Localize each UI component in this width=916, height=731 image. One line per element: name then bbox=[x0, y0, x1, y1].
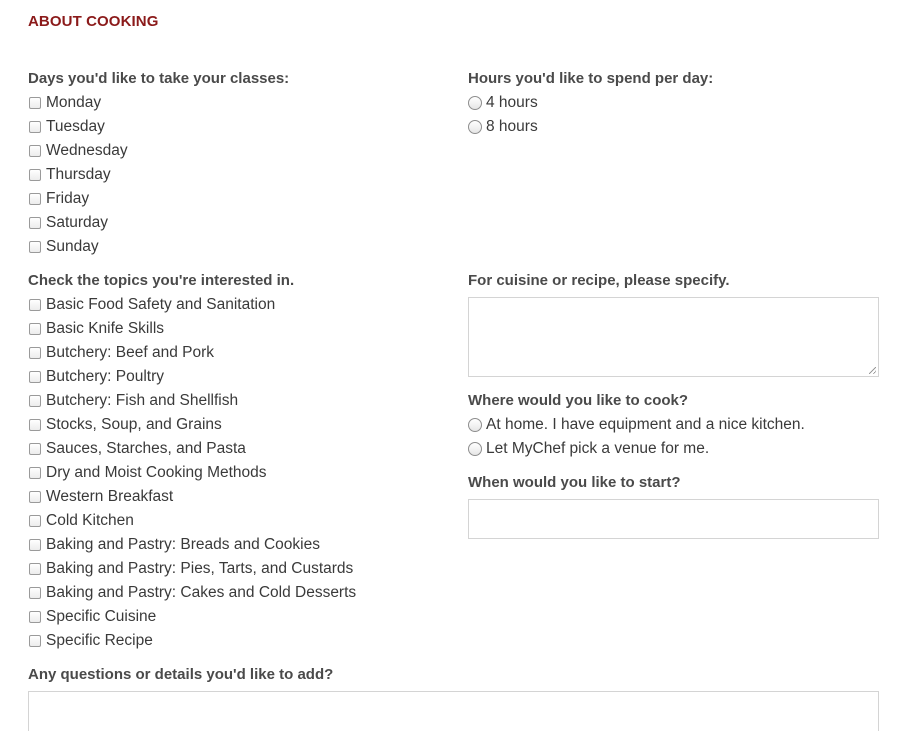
topic-option-label: Baking and Pastry: Pies, Tarts, and Custards bbox=[46, 560, 354, 577]
hours-option-8[interactable] bbox=[468, 115, 880, 139]
questions-group bbox=[28, 663, 880, 731]
topic-option[interactable] bbox=[28, 485, 448, 509]
topic-checkbox[interactable] bbox=[29, 347, 41, 359]
day-option-label: Thursday bbox=[46, 166, 111, 183]
topic-checkbox[interactable] bbox=[29, 323, 41, 335]
day-checkbox[interactable] bbox=[29, 169, 41, 181]
hours-radio[interactable] bbox=[468, 96, 482, 110]
topic-option-label: Western Breakfast bbox=[46, 488, 174, 505]
topic-checkbox[interactable] bbox=[29, 515, 41, 527]
where-radio[interactable] bbox=[468, 418, 482, 432]
topic-checkbox[interactable] bbox=[29, 419, 41, 431]
specify-label: For cuisine or recipe, please specify. bbox=[468, 272, 730, 289]
topic-option[interactable] bbox=[28, 461, 448, 485]
topic-checkbox[interactable] bbox=[29, 563, 41, 575]
topic-option[interactable] bbox=[28, 437, 448, 461]
hours-group bbox=[468, 67, 880, 139]
where-group bbox=[468, 389, 880, 461]
day-option-tuesday[interactable] bbox=[28, 115, 448, 139]
specify-group bbox=[468, 269, 880, 377]
hours-label: Hours you'd like to spend per day: bbox=[468, 70, 714, 87]
day-option-sunday[interactable] bbox=[28, 235, 448, 259]
topics-label: Check the topics you're interested in. bbox=[28, 272, 295, 289]
topic-checkbox[interactable] bbox=[29, 299, 41, 311]
day-option-wednesday[interactable] bbox=[28, 139, 448, 163]
where-label: Where would you like to cook? bbox=[468, 392, 689, 409]
topic-option[interactable] bbox=[28, 557, 448, 581]
topic-option[interactable] bbox=[28, 317, 448, 341]
days-group bbox=[28, 67, 448, 259]
topic-option-label: Basic Knife Skills bbox=[46, 320, 165, 337]
section-title: ABOUT COOKING bbox=[28, 13, 159, 30]
day-checkbox[interactable] bbox=[29, 145, 41, 157]
topic-checkbox[interactable] bbox=[29, 611, 41, 623]
where-option-label: At home. I have equipment and a nice kitchen. bbox=[486, 416, 805, 433]
topic-option-label: Butchery: Beef and Pork bbox=[46, 344, 215, 361]
day-checkbox[interactable] bbox=[29, 217, 41, 229]
hours-option-label: 8 hours bbox=[486, 118, 538, 135]
topic-option[interactable] bbox=[28, 293, 448, 317]
day-checkbox[interactable] bbox=[29, 241, 41, 253]
topic-option-label: Cold Kitchen bbox=[46, 512, 134, 529]
topic-option-label: Specific Recipe bbox=[46, 632, 153, 649]
topic-option[interactable] bbox=[28, 629, 448, 653]
topic-checkbox[interactable] bbox=[29, 491, 41, 503]
topic-checkbox[interactable] bbox=[29, 539, 41, 551]
day-checkbox[interactable] bbox=[29, 97, 41, 109]
topic-option[interactable] bbox=[28, 533, 448, 557]
resize-handle-icon[interactable] bbox=[869, 367, 876, 374]
topic-option-label: Stocks, Soup, and Grains bbox=[46, 416, 222, 433]
topic-checkbox[interactable] bbox=[29, 635, 41, 647]
topic-option-label: Dry and Moist Cooking Methods bbox=[46, 464, 267, 481]
topic-option[interactable] bbox=[28, 581, 448, 605]
day-option-label: Friday bbox=[46, 190, 90, 207]
where-option-home[interactable] bbox=[468, 413, 880, 437]
hours-option-4[interactable] bbox=[468, 91, 880, 115]
topic-option-label: Basic Food Safety and Sanitation bbox=[46, 296, 276, 313]
topic-option-label: Butchery: Fish and Shellfish bbox=[46, 392, 239, 409]
start-label: When would you like to start? bbox=[468, 474, 681, 491]
topic-option[interactable] bbox=[28, 605, 448, 629]
topic-option-label: Sauces, Starches, and Pasta bbox=[46, 440, 246, 457]
topic-option[interactable] bbox=[28, 509, 448, 533]
specify-textarea[interactable] bbox=[468, 297, 879, 377]
day-option-friday[interactable] bbox=[28, 187, 448, 211]
topic-option[interactable] bbox=[28, 413, 448, 437]
day-option-label: Wednesday bbox=[46, 142, 128, 159]
topic-option[interactable] bbox=[28, 389, 448, 413]
topic-checkbox[interactable] bbox=[29, 467, 41, 479]
questions-textarea[interactable] bbox=[28, 691, 879, 731]
questions-label: Any questions or details you'd like to add? bbox=[28, 666, 334, 683]
topic-option[interactable] bbox=[28, 365, 448, 389]
day-option-label: Monday bbox=[46, 94, 102, 111]
topic-checkbox[interactable] bbox=[29, 443, 41, 455]
topic-option-label: Baking and Pastry: Cakes and Cold Desserts bbox=[46, 584, 357, 601]
start-date-input[interactable] bbox=[468, 499, 879, 539]
topic-checkbox[interactable] bbox=[29, 395, 41, 407]
day-option-saturday[interactable] bbox=[28, 211, 448, 235]
where-option-label: Let MyChef pick a venue for me. bbox=[486, 440, 710, 457]
hours-option-label: 4 hours bbox=[486, 94, 538, 111]
topic-option[interactable] bbox=[28, 341, 448, 365]
topic-option-label: Specific Cuisine bbox=[46, 608, 157, 625]
start-group bbox=[468, 471, 880, 539]
topic-option-label: Baking and Pastry: Breads and Cookies bbox=[46, 536, 320, 553]
days-label: Days you'd like to take your classes: bbox=[28, 70, 290, 87]
day-option-thursday[interactable] bbox=[28, 163, 448, 187]
day-option-label: Saturday bbox=[46, 214, 109, 231]
topic-checkbox[interactable] bbox=[29, 371, 41, 383]
topic-checkbox[interactable] bbox=[29, 587, 41, 599]
topics-group bbox=[28, 269, 448, 653]
topic-option-label: Butchery: Poultry bbox=[46, 368, 165, 385]
day-option-monday[interactable] bbox=[28, 91, 448, 115]
hours-radio[interactable] bbox=[468, 120, 482, 134]
where-radio[interactable] bbox=[468, 442, 482, 456]
day-checkbox[interactable] bbox=[29, 193, 41, 205]
day-option-label: Tuesday bbox=[46, 118, 105, 135]
where-option-venue[interactable] bbox=[468, 437, 880, 461]
day-option-label: Sunday bbox=[46, 238, 99, 255]
day-checkbox[interactable] bbox=[29, 121, 41, 133]
